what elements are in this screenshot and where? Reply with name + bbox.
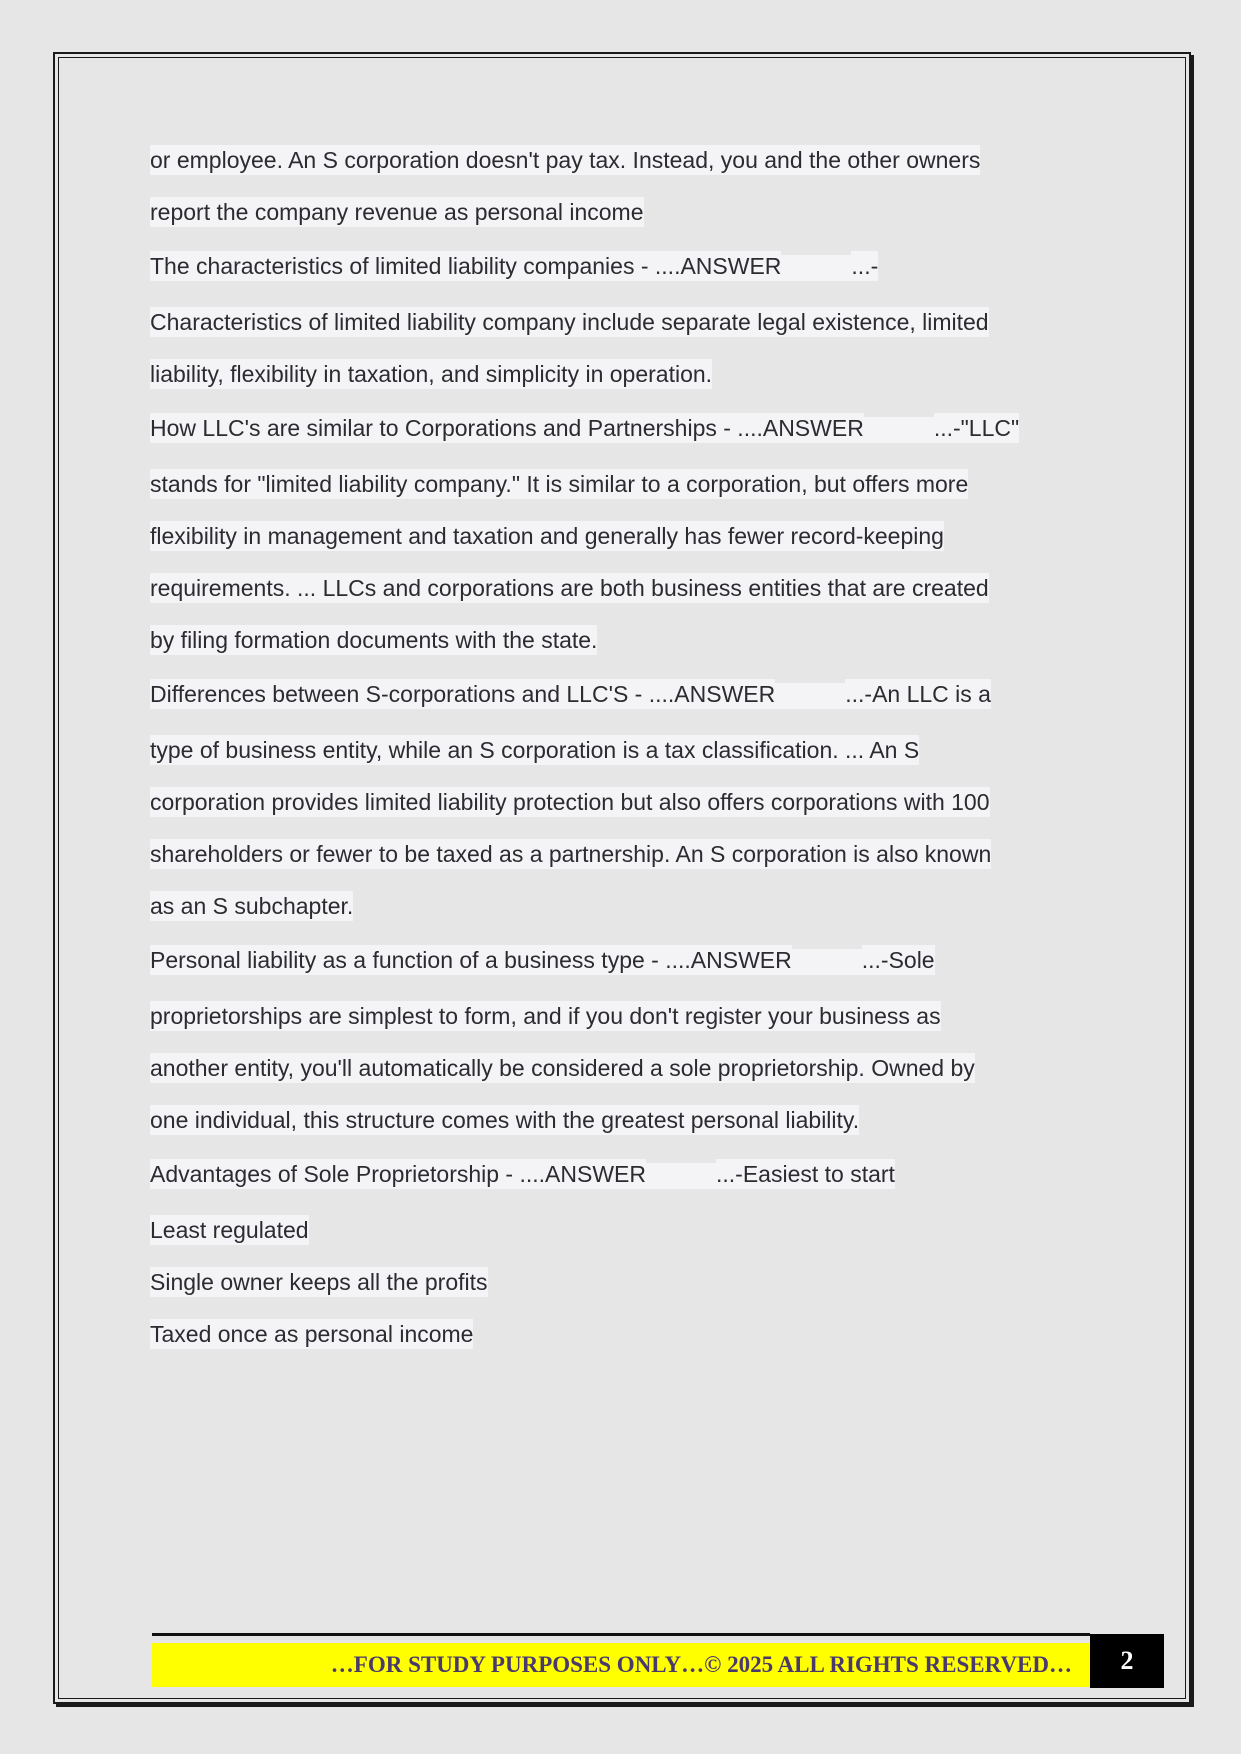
text-line: Characteristics of limited liability company include separate legal existence, limited [150, 309, 989, 335]
question-line: Differences between S-corporations and LLC'S - ....ANSWER ...-An LLC is a [150, 681, 991, 707]
question-line: Personal liability as a function of a business type - ....ANSWER ...-Sole [150, 947, 935, 973]
text-line: Single owner keeps all the profits [150, 1269, 488, 1295]
page-frame [53, 52, 1191, 1704]
text-line: shareholders or fewer to be taxed as a partnership. An S corporation is also known [150, 841, 992, 867]
page-frame-inner [58, 57, 1186, 1699]
text-line: as an S subchapter. [150, 893, 354, 919]
page-number: 2 [1090, 1634, 1164, 1688]
text-line: flexibility in management and taxation and generally has fewer record-keeping [150, 523, 944, 549]
text-line: Taxed once as personal income [150, 1321, 474, 1347]
text-line: or employee. An S corporation doesn't pay tax. Instead, you and the other owners [150, 147, 981, 173]
text-line: liability, flexibility in taxation, and simplicity in operation. [150, 361, 713, 387]
text-line: one individual, this structure comes with the greatest personal liability. [150, 1107, 860, 1133]
question-line: How LLC's are similar to Corporations and Partnerships - ....ANSWER ...-"LLC" [150, 415, 1020, 441]
text-line: type of business entity, while an S corporation is a tax classification. ... An S [150, 737, 920, 763]
text-line: by filing formation documents with the state. [150, 627, 598, 653]
text-line: requirements. ... LLCs and corporations are both business entities that are created [150, 575, 989, 601]
footer-notice: …FOR STUDY PURPOSES ONLY…© 2025 ALL RIGHTS RESERVED… [152, 1643, 1090, 1687]
footer-rule [152, 1633, 1090, 1636]
text-line: corporation provides limited liability protection but also offers corporations with 100 [150, 789, 990, 815]
text-line: Least regulated [150, 1217, 309, 1243]
text-line: another entity, you'll automatically be considered a sole proprietorship. Owned by [150, 1055, 975, 1081]
question-line: Advantages of Sole Proprietorship - ....ANSWER ...-Easiest to start [150, 1161, 895, 1187]
text-line: stands for "limited liability company." It is similar to a corporation, but offers more [150, 471, 969, 497]
text-line: proprietorships are simplest to form, and if you don't register your business as [150, 1003, 941, 1029]
text-line: report the company revenue as personal income [150, 199, 644, 225]
question-line: The characteristics of limited liability companies - ....ANSWER ...- [150, 253, 879, 279]
